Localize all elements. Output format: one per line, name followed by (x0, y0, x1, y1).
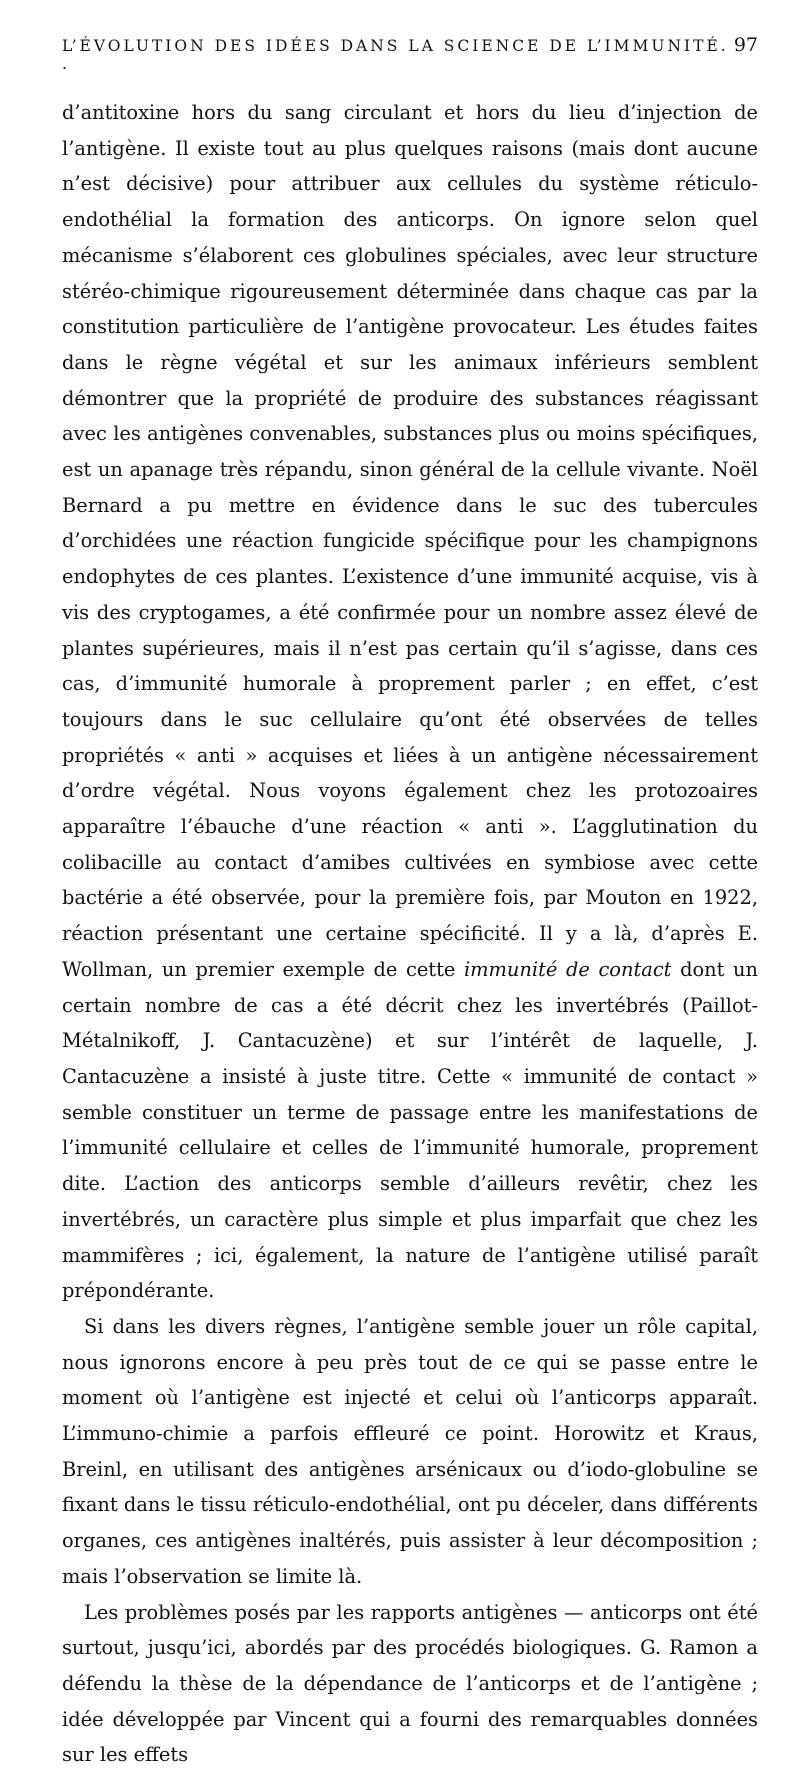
paragraph-1-text-before: d’antitoxine hors du sang circulant et hors du lieu d’injection de l’antigène. Il existe tout au plus quelques raisons (mais dont aucune n’est décisive) pour attribuer aux cellules du système réticulo-endothélial la formation des anticorps. On ignore selon quel mécanisme s’élaborent ces globulines spéciales, avec leur structure stéréo-chimique rigoureusement déterminée dans chaque cas par la constitution particulière de l’antigène provocateur. Les études faites dans le règne végétal et sur les animaux inférieurs semblent démontrer que la propriété de produire des substances réagissant avec les antigènes convenables, substances plus ou moins spécifiques, est un apanage très répandu, sinon général de la cellule vivante. Noël Bernard a pu mettre en évidence dans le suc des tubercules d’orchidées une réaction fungicide spécifique pour les champignons endophytes de ces plantes. L’existence d’une immunité acquise, vis à vis des cryptogames, a été confirmée pour un nombre assez élevé de plantes supérieures, mais il n’est pas certain qu’il s’agisse, dans ces cas, d’immunité humorale à proprement parler ; en effet, c’est toujours dans le suc cellulaire qu’ont été observées de telles propriétés « anti » acquises et liées à un antigène nécessairement d’ordre végétal. Nous voyons également chez les protozoaires apparaître l’ébauche d’une réaction « anti ». L’agglutination du colibacille au contact d’amibes cultivées en symbiose avec cette bactérie a été observée, pour la première fois, par Mouton en 1922, réaction présentant une certaine spécificité. Il y a là, d’après E. Wollman, un premier exemple de cette (62, 101, 758, 981)
paragraph-continued (62, 95, 758, 1309)
page-number: 97 (733, 34, 758, 56)
body-text (62, 95, 758, 1773)
emphasis-term: immunité de contact (463, 957, 672, 981)
running-head (62, 0, 758, 73)
paragraph: Si dans les divers règnes, l’antigène semble jouer un rôle capital, nous ignorons encore à peu près tout de ce qui se passe entre le moment où l’antigène est injecté et celui où l’anticorps apparaît. L’immuno-chimie a parfois effleuré ce point. Horowitz et Kraus, Breinl, en utilisant des antigènes arsénicaux ou d’iodo-globuline se fixant dans le tissu réticulo-endothélial, ont pu déceler, dans différents organes, ces antigènes inaltérés, puis assister à leur décomposition ; mais l’observation se limite là. (62, 1314, 758, 1588)
paragraph-1-text-after: dont un certain nombre de cas a été décrit chez les invertébrés (Paillot-Métalnikoff, J. Cantacuzène) et sur l’intérêt de laquelle, J. Cantacuzène a insisté à juste titre. Cette « immunité de contact » semble constituer un terme de passage entre les manifestations de l’immunité cellulaire et celles de l’immunité humorale, proprement dite. L’action des anticorps semble d’ailleurs revêtir, chez les invertébrés, un caractère plus simple et plus imparfait que chez les mammifères ; ici, également, la nature de l’antigène utilisé paraît prépondérante. (62, 957, 759, 1303)
paragraph: Les problèmes posés par les rapports antigènes — anticorps ont été surtout, jusqu’ici, abordés par des procédés biologiques. G. Ramon a défendu la thèse de la dépendance de l’anticorps et de l’antigène ; idée développée par Vincent qui a fourni des remarquables données sur les effets (62, 1600, 758, 1767)
running-title: L’ÉVOLUTION DES IDÉES DANS LA SCIENCE DE L’IMMUNITÉ. . (62, 37, 729, 73)
